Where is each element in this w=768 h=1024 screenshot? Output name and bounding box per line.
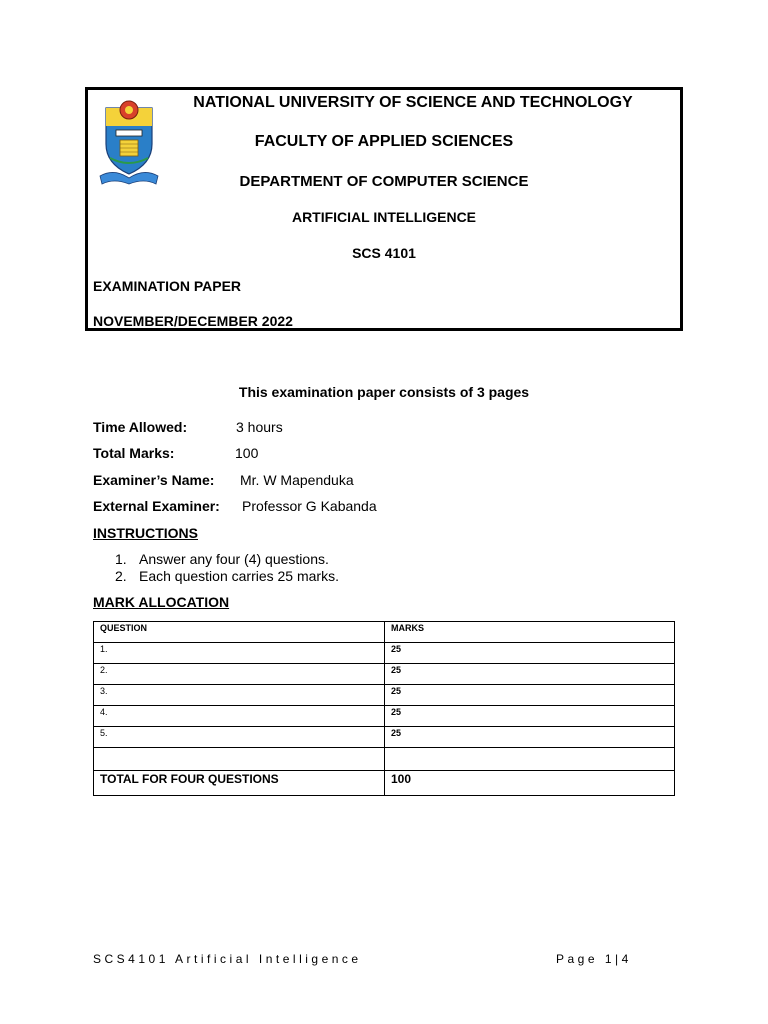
total-marks-row [93, 445, 259, 461]
table-row: 2. 25 [94, 664, 675, 685]
university-name: NATIONAL UNIVERSITY OF SCIENCE AND TECHNOLOGY [193, 94, 633, 111]
mark-allocation-title: MARK ALLOCATION [93, 594, 230, 610]
department-name: DEPARTMENT OF COMPUTER SCIENCE [239, 173, 529, 190]
total-value: 100 [385, 771, 675, 796]
instruction-item: 2. Each question carries 25 marks. [115, 568, 339, 584]
instructions-title: INSTRUCTIONS [93, 525, 198, 541]
total-label: TOTAL FOR FOUR QUESTIONS [94, 771, 385, 796]
exam-session: NOVEMBER/DECEMBER 2022 [93, 313, 293, 329]
external-examiner-value: Professor G Kabanda [242, 498, 377, 514]
table-row-empty [94, 748, 675, 771]
column-header-marks: MARKS [385, 622, 675, 643]
time-allowed-label: Time Allowed: [93, 419, 188, 435]
faculty-name: FACULTY OF APPLIED SCIENCES [254, 133, 514, 150]
table-row: 5. 25 [94, 727, 675, 748]
footer-page-number: Page 1|4 [556, 952, 632, 966]
total-marks-label: Total Marks: [93, 445, 175, 461]
course-code: SCS 4101 [352, 245, 416, 261]
mark-allocation-table [93, 621, 675, 796]
page-count-note: This examination paper consists of 3 pages [238, 384, 530, 400]
column-header-question: QUESTION [94, 622, 385, 643]
exam-header-box [85, 87, 683, 331]
table-total-row [94, 771, 675, 796]
external-examiner-label: External Examiner: [93, 498, 220, 514]
table-header-row [94, 622, 675, 643]
table-row: 3. 25 [94, 685, 675, 706]
footer-course: SCS4101 Artificial Intelligence [93, 952, 362, 966]
examiner-row [93, 472, 354, 488]
paper-type: EXAMINATION PAPER [93, 278, 242, 294]
course-name: ARTIFICIAL INTELLIGENCE [291, 209, 477, 225]
examiner-value: Mr. W Mapenduka [240, 472, 354, 488]
time-allowed-value: 3 hours [236, 419, 283, 435]
instruction-item: 1. Answer any four (4) questions. [115, 551, 329, 567]
external-examiner-row [93, 498, 377, 514]
table-row: 4. 25 [94, 706, 675, 727]
total-marks-value: 100 [235, 445, 259, 461]
table-row: 1. 25 [94, 643, 675, 664]
examiner-label: Examiner’s Name: [93, 472, 215, 488]
time-allowed-row [93, 419, 283, 435]
